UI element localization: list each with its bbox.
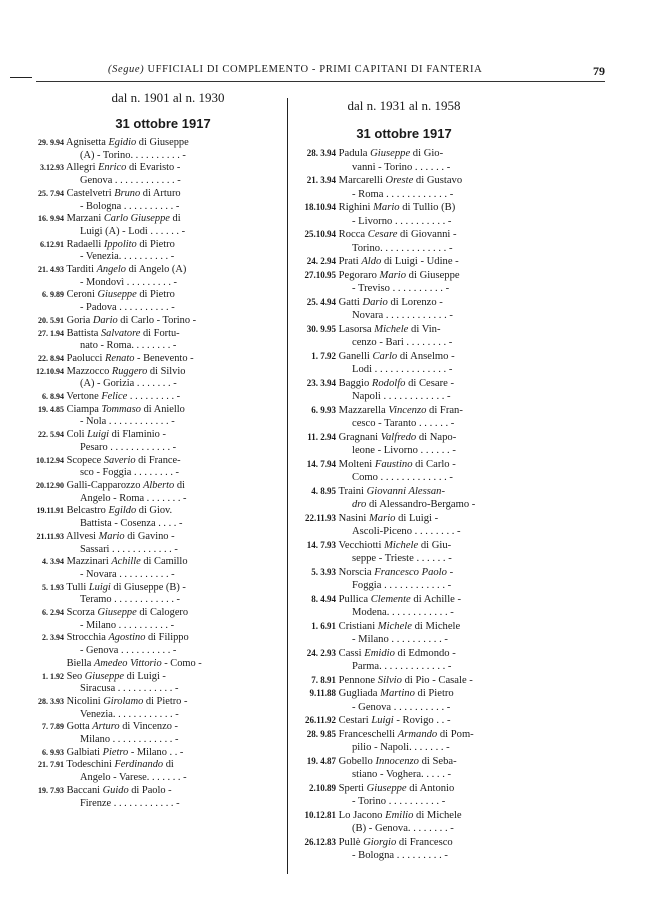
entry-text: Padula Giuseppe di Gio- <box>336 148 444 159</box>
entry-date: 27.10.95 <box>304 269 336 280</box>
entry-continuation-line: Torino. . . . . . . . . . . . . - <box>352 242 453 254</box>
entry-continuation-line: cesco - Taranto . . . . . . - <box>352 418 455 429</box>
entry-text: Norscia Francesco Paolo - <box>336 566 454 578</box>
entry-text: Ganelli Carlo di Anselmo - <box>336 350 455 362</box>
entry-continuation-line: Angelo - Varese. . . . . . . - <box>80 772 187 784</box>
entry-text: Rocca Cesare di Giovanni - <box>336 229 457 240</box>
left-column <box>20 90 276 810</box>
entry-date: 18.10.94 <box>304 202 336 212</box>
entry-text: Baccani Guido di Paolo - <box>64 784 172 796</box>
list-item <box>20 315 276 328</box>
entry-name-line <box>20 213 276 226</box>
entry-continuation-line: sco - Foggia . . . . . . . . - <box>80 467 179 479</box>
entry-text: Righini Mario di Tullio (B) <box>336 202 456 213</box>
entry-continuation-line: Milano . . . . . . . . . . . . - <box>80 734 179 746</box>
entry-date: 4. 8.95 <box>311 485 336 496</box>
list-item <box>20 480 276 505</box>
entry-name-line <box>20 721 276 734</box>
entry-date: 19. 4.87 <box>306 755 336 766</box>
entry-text: Traini Giovanni Alessan- <box>336 485 445 497</box>
entry-date: 12.10.94 <box>36 366 64 376</box>
entry-text: Ciampa Tommaso di Aniello <box>64 403 185 415</box>
entry-date: 1. 1.92 <box>42 671 64 681</box>
entry-continuation-line: Novara . . . . . . . . . . . . - <box>352 310 453 321</box>
list-item <box>294 755 514 782</box>
right-entry-list <box>294 147 514 863</box>
list-item <box>20 696 276 721</box>
entry-name-line <box>20 404 276 417</box>
entry-name-line <box>294 174 514 188</box>
list-item <box>20 162 276 187</box>
entry-name-line <box>294 431 514 445</box>
entry-date: 1. 6.91 <box>311 620 336 631</box>
entry-text: Coli Luigi di Flaminio - <box>64 429 166 441</box>
entry-text: Nicolini Girolamo di Pietro - <box>64 695 188 707</box>
entry-date: 24. 2.94 <box>306 256 336 266</box>
list-item <box>294 714 514 728</box>
entry-name-line <box>294 350 514 364</box>
list-item <box>20 188 276 213</box>
entry-continuation-line: - Treviso . . . . . . . . . . - <box>352 283 450 294</box>
list-item <box>294 431 514 458</box>
entry-continuation-line: - Torino . . . . . . . . . . - <box>352 796 446 807</box>
entry-text: Lo Jacono Emilio di Michele <box>336 809 462 821</box>
entry-name-line <box>20 315 276 328</box>
entry-continuation-line: - Genova . . . . . . . . . . - <box>352 701 451 713</box>
entry-date: 2.10.89 <box>309 782 336 793</box>
left-date-heading: 31 ottobre 1917 <box>115 116 211 131</box>
entry-name-line <box>20 366 276 379</box>
list-item <box>20 455 276 480</box>
entry-text: Mazzarella Vincenzo di Fran- <box>336 404 463 416</box>
list-item <box>294 728 514 755</box>
entry-name-line <box>20 137 276 150</box>
entry-text: Todeschini Ferdinando di <box>64 759 174 771</box>
list-item <box>20 556 276 581</box>
list-item <box>294 269 514 296</box>
entry-date: 30. 9.95 <box>306 323 336 334</box>
entry-date: 26.12.83 <box>304 836 336 847</box>
entry-name-line <box>20 632 276 645</box>
entry-date: 5. 1.93 <box>42 582 64 592</box>
entry-date: 22. 8.94 <box>38 353 64 363</box>
list-item <box>294 255 514 269</box>
entry-date: 6. 2.94 <box>42 608 64 618</box>
list-item <box>294 350 514 377</box>
entry-name-line <box>294 728 514 742</box>
entry-name-line <box>294 201 514 215</box>
entry-name-line <box>20 239 276 252</box>
entry-date: 20. 5.91 <box>38 315 64 325</box>
list-item <box>294 485 514 512</box>
entry-date: 20.12.90 <box>36 480 64 490</box>
list-item <box>294 323 514 350</box>
page-header <box>0 64 649 84</box>
list-item <box>20 607 276 632</box>
entry-date: 22.11.93 <box>304 512 336 523</box>
entry-date: 19. 7.93 <box>38 785 64 795</box>
entry-text: Tulli Luigi di Giuseppe (B) - <box>64 581 186 593</box>
entry-name-line <box>294 458 514 472</box>
right-date-heading: 31 ottobre 1917 <box>356 126 452 141</box>
entry-continuation-line: - Livorno . . . . . . . . . . - <box>352 215 452 227</box>
entry-name-line <box>20 582 276 595</box>
entry-continuation-line: vanni - Torino . . . . . . - <box>352 161 451 173</box>
entry-continuation-line: - Novara . . . . . . . . . . - <box>80 568 175 580</box>
list-item <box>294 782 514 809</box>
entry-text: Scorza Giuseppe di Calogero <box>64 607 189 619</box>
entry-text: Cristiani Michele di Michele <box>336 620 461 632</box>
entry-text: Strocchia Agostino di Filippo <box>64 632 189 644</box>
entry-date: 6. 8.94 <box>42 392 64 402</box>
entry-continuation-line: cenzo - Bari . . . . . . . . - <box>352 337 453 348</box>
entry-continuation-line: Siracusa . . . . . . . . . . . - <box>80 683 179 695</box>
entry-text: Gatti Dario di Lorenzo - <box>336 296 443 308</box>
entry-name-line <box>20 696 276 709</box>
entry-continuation-line: Foggia . . . . . . . . . . . . - <box>352 580 452 591</box>
list-item <box>294 539 514 566</box>
list-item <box>20 721 276 746</box>
entry-date: 27. 1.94 <box>38 328 64 338</box>
entry-name-line <box>294 323 514 337</box>
entry-continuation-line: - Mondovì . . . . . . . . . - <box>80 276 177 288</box>
entry-text: Allegri Enrico di Evaristo - <box>64 162 181 174</box>
entry-date: 25.10.94 <box>304 229 336 239</box>
entry-date: 11. 2.94 <box>307 431 336 442</box>
entry-name-line <box>294 566 514 580</box>
entry-continuation-line: - Venezia. . . . . . . . . . - <box>80 251 175 263</box>
entry-text: Sperti Giuseppe di Antonio <box>336 782 455 794</box>
entry-name-line <box>20 556 276 569</box>
header-underline <box>36 81 605 82</box>
entry-continuation-line: stiano - Voghera. . . . . - <box>352 769 452 780</box>
entry-continuation-line: Modena. . . . . . . . . . . . - <box>352 607 454 618</box>
entry-name-line <box>20 531 276 544</box>
entry-continuation-line: Teramo . . . . . . . . . . . . - <box>80 594 180 606</box>
list-item <box>294 458 514 485</box>
entry-continuation-line: (A) - Torino. . . . . . . . . . - <box>80 149 186 161</box>
entry-date: 5. 3.93 <box>311 566 336 577</box>
entry-continuation-line: leone - Livorno . . . . . . - <box>352 445 456 456</box>
entry-date: 10.12.94 <box>36 455 64 465</box>
entry-date: 4. 3.94 <box>42 557 64 567</box>
entry-text: Nasini Mario di Luigi - <box>336 512 439 524</box>
entry-continuation-line: seppe - Trieste . . . . . . - <box>352 553 452 564</box>
entry-text: Gobello Innocenzo di Seba- <box>336 755 457 767</box>
entry-name-line <box>20 289 276 302</box>
header-left-rule <box>10 77 32 78</box>
list-item <box>294 674 514 688</box>
entry-date: 26.11.92 <box>304 715 336 725</box>
entry-text: Ceroni Giuseppe di Pietro <box>64 289 175 301</box>
entry-continuation-line: Sassari . . . . . . . . . . . . - <box>80 543 178 555</box>
entry-text: Pullè Giorgio di Francesco <box>336 836 453 848</box>
entry-name-line <box>294 593 514 607</box>
entry-text: Molteni Faustino di Carlo - <box>336 458 456 470</box>
entry-name-line <box>294 255 514 269</box>
running-title <box>108 64 482 75</box>
entry-continuation-line: - Milano . . . . . . . . . . - <box>80 619 175 631</box>
entry-text: Gragnani Valfredo di Napo- <box>336 431 457 443</box>
list-item <box>294 687 514 714</box>
entry-text: Belcastro Egildo di Giov. <box>64 505 173 517</box>
entry-name-line <box>20 162 276 175</box>
entry-text: Lasorsa Michele di Vin- <box>336 323 441 335</box>
list-item <box>20 213 276 238</box>
entry-text: Biella Amedeo Vittorio - Como - <box>64 657 202 669</box>
entry-continuation-line: (B) - Genova. . . . . . . . - <box>352 823 454 834</box>
list-item <box>20 239 276 264</box>
list-item <box>294 296 514 323</box>
list-item <box>294 647 514 674</box>
entry-date: 21. 4.93 <box>38 265 64 275</box>
entry-date: 9.11.88 <box>309 688 336 698</box>
entry-continuation-line: Genova . . . . . . . . . . . . - <box>80 175 181 187</box>
entry-date: 6. 9.89 <box>42 290 64 300</box>
entry-text: Goria Dario di Carlo - Torino - <box>64 314 197 326</box>
entry-text: Radaelli Ippolito di Pietro <box>64 238 175 250</box>
list-item <box>294 377 514 404</box>
entry-name-line <box>294 809 514 823</box>
list-item <box>20 505 276 530</box>
entry-text: Allvesi Mario di Gavino - <box>64 530 175 542</box>
entry-text: Galbiati Pietro - Milano . . - <box>64 746 184 758</box>
entry-date: 29. 9.94 <box>38 138 64 147</box>
entry-text: Seo Giuseppe di Luigi - <box>64 670 166 682</box>
entry-text: Baggio Rodolfo di Cesare - <box>336 377 454 389</box>
entry-continuation-line: - Genova . . . . . . . . . . - <box>80 645 177 657</box>
entry-continuation-line: - Roma . . . . . . . . . . . . - <box>352 188 454 200</box>
entry-text: Gugliada Martino di Pietro <box>336 688 454 699</box>
list-item <box>294 174 514 201</box>
entry-date: 21. 3.94 <box>306 175 336 185</box>
running-title-text: UFFICIALI DI COMPLEMENTO - PRIMI CAPITANI DI FANTERIA <box>147 64 483 75</box>
entry-continuation-line: - Milano . . . . . . . . . . - <box>352 634 448 645</box>
left-entry-list <box>20 137 276 810</box>
entry-text: Cestari Luigi - Rovigo . . - <box>336 715 451 726</box>
entry-continuation-line: Lodi . . . . . . . . . . . . . . - <box>352 364 453 375</box>
list-item <box>20 289 276 314</box>
entry-name-line <box>20 480 276 493</box>
entry-continuation-line: - Bologna . . . . . . . . . . - <box>80 200 180 212</box>
entry-name-line <box>20 658 276 671</box>
entry-text: Gotta Arturo di Vincenzo - <box>64 721 178 733</box>
entry-text: Scopece Saverio di France- <box>64 454 181 466</box>
entry-date: 28. 3.94 <box>306 148 336 158</box>
entry-text: Cassi Emidio di Edmondo - <box>336 647 456 659</box>
entry-date: 1. 7.92 <box>311 350 336 361</box>
entry-date: 19.11.91 <box>36 506 64 516</box>
entry-continuation-line: nato - Roma. . . . . . . . - <box>80 340 177 352</box>
entry-continuation-line: Parma. . . . . . . . . . . . . - <box>352 661 452 672</box>
running-title-segue: (Segue) <box>108 64 145 75</box>
entry-name-line <box>20 328 276 341</box>
list-item <box>294 228 514 255</box>
entry-name-line <box>20 505 276 518</box>
list-item <box>20 531 276 556</box>
entry-name-line <box>20 747 276 760</box>
right-column <box>294 98 514 863</box>
list-item <box>20 404 276 429</box>
entry-date: 6. 9.93 <box>42 747 64 757</box>
entry-date: 2. 3.94 <box>42 633 64 643</box>
entry-date: 23. 3.94 <box>306 377 336 388</box>
list-item <box>20 328 276 353</box>
list-item <box>20 353 276 366</box>
entry-date: 25. 4.94 <box>306 296 336 307</box>
entry-date: 10.12.81 <box>304 809 336 820</box>
entry-date: 21.11.93 <box>36 531 64 541</box>
list-item <box>294 809 514 836</box>
entry-name-line <box>20 671 276 684</box>
entry-name-line <box>294 404 514 418</box>
list-item <box>20 264 276 289</box>
entry-date: 24. 2.93 <box>306 647 336 658</box>
list-item <box>294 566 514 593</box>
entry-text: Vertone Felice . . . . . . . . . - <box>64 391 181 403</box>
list-item <box>20 671 276 696</box>
entry-name-line <box>294 539 514 553</box>
entry-text: Vecchiotti Michele di Giu- <box>336 539 452 551</box>
entry-text: Pennone Silvio di Pio - Casale - <box>336 674 473 686</box>
entry-name-line <box>294 836 514 850</box>
left-range-heading: dal n. 1901 al n. 1930 <box>111 90 225 105</box>
list-item <box>294 620 514 647</box>
entry-continuation-line: Napoli . . . . . . . . . . . . - <box>352 391 451 402</box>
entry-name-line <box>20 391 276 404</box>
entry-name-line <box>294 228 514 242</box>
entry-text: Castelvetri Bruno di Arturo <box>64 187 181 199</box>
entry-date: 6. 9.93 <box>311 404 336 415</box>
entry-name-line <box>294 269 514 283</box>
entry-text: Pegoraro Mario di Giuseppe <box>336 269 460 281</box>
entry-continuation-line: Venezia. . . . . . . . . . . . - <box>80 708 179 720</box>
list-item <box>20 759 276 784</box>
list-item <box>294 147 514 174</box>
entry-continuation-line: Ascoli-Piceno . . . . . . . . - <box>352 526 461 537</box>
list-item <box>20 658 276 671</box>
entry-date: 28. 9.85 <box>306 728 336 739</box>
entry-name-line <box>20 759 276 772</box>
entry-text: Battista Salvatore di Fortu- <box>64 327 180 339</box>
entry-text: Marzani Carlo Giuseppe di <box>64 213 181 225</box>
page-number: 79 <box>593 64 605 78</box>
entry-continuation-line: pilio - Napoli. . . . . . . - <box>352 742 450 753</box>
entry-text: Agnisetta Egidio di Giuseppe <box>64 137 189 148</box>
entry-name-line <box>294 147 514 161</box>
entry-name-line <box>20 429 276 442</box>
entry-name-line <box>294 647 514 661</box>
entry-date: 16. 9.94 <box>38 214 64 224</box>
entry-date: 6.12.91 <box>40 239 64 249</box>
entry-date: 8. 4.94 <box>311 593 336 604</box>
entry-date: 14. 7.94 <box>306 458 336 469</box>
entry-date: 3.12.93 <box>40 163 64 173</box>
entry-name-line <box>294 512 514 526</box>
entry-name-line <box>20 785 276 798</box>
entry-date: 7. 8.91 <box>311 674 336 685</box>
entry-text: Pullica Clemente di Achille - <box>336 593 462 605</box>
entry-name-line <box>294 377 514 391</box>
entry-continuation-line: - Bologna . . . . . . . . . - <box>352 850 448 861</box>
list-item <box>20 582 276 607</box>
entry-date: 14. 7.93 <box>306 539 336 550</box>
entry-date: 25. 7.94 <box>38 188 64 198</box>
list-item <box>294 512 514 539</box>
entry-name-line <box>294 714 514 728</box>
entry-text: Galli-Capparozzo Alberto di <box>64 479 185 491</box>
entry-name-line <box>20 607 276 620</box>
entry-date: 19. 4.85 <box>38 404 64 414</box>
column-divider <box>287 98 288 874</box>
list-item <box>20 785 276 810</box>
entry-text: Prati Aldo di Luigi - Udine - <box>336 256 459 267</box>
list-item <box>20 366 276 391</box>
entry-text: Tarditi Angelo di Angelo (A) <box>64 264 187 276</box>
entry-text: Paolucci Renato - Benevento - <box>64 352 194 364</box>
entry-continuation-line: Battista - Cosenza . . . . - <box>80 518 183 530</box>
list-item <box>20 632 276 657</box>
entry-name-line <box>20 455 276 468</box>
entry-date: 28. 3.93 <box>38 696 64 706</box>
entry-name-line <box>20 264 276 277</box>
right-range-heading: dal n. 1931 al n. 1958 <box>347 98 461 113</box>
list-item <box>20 137 276 162</box>
entry-continuation-line: - Nola . . . . . . . . . . . . - <box>80 416 175 428</box>
entry-continuation-line: Pesaro . . . . . . . . . . . . - <box>80 441 177 453</box>
entry-continuation-line: Angelo - Roma . . . . . . . - <box>80 492 187 504</box>
entry-continuation-line: (A) - Gorizia . . . . . . . - <box>80 378 177 390</box>
entry-name-line <box>294 296 514 310</box>
entry-name-line <box>294 755 514 769</box>
entry-name-line <box>294 687 514 701</box>
entry-date: 22. 5.94 <box>38 430 64 440</box>
list-item <box>294 404 514 431</box>
entry-date: 21. 7.91 <box>38 760 64 770</box>
entry-text: Franceschelli Armando di Pom- <box>336 728 474 740</box>
entry-continuation-line: Firenze . . . . . . . . . . . . - <box>80 797 180 809</box>
entry-name-line <box>20 353 276 366</box>
list-item <box>294 201 514 228</box>
entry-continuation-line: - Padova . . . . . . . . . . - <box>80 302 175 314</box>
entry-continuation-line: dro di Alessandro-Bergamo - <box>352 499 476 510</box>
entry-name-line <box>20 188 276 201</box>
entry-date: 7. 7.89 <box>42 722 64 732</box>
list-item <box>294 836 514 863</box>
entry-name-line <box>294 674 514 688</box>
entry-text: Mazzinari Achille di Camillo <box>64 556 188 568</box>
list-item <box>20 747 276 760</box>
entry-continuation-line: Luigi (A) - Lodi . . . . . . - <box>80 225 186 237</box>
list-item <box>294 593 514 620</box>
list-item <box>20 429 276 454</box>
list-item <box>20 391 276 404</box>
entry-name-line <box>294 485 514 499</box>
entry-name-line <box>294 782 514 796</box>
entry-text: Mazzocco Ruggero di Silvio <box>64 365 186 377</box>
entry-continuation-line: Como . . . . . . . . . . . . . - <box>352 472 453 483</box>
entry-text: Marcarelli Oreste di Gustavo <box>336 175 463 186</box>
entry-name-line <box>294 620 514 634</box>
